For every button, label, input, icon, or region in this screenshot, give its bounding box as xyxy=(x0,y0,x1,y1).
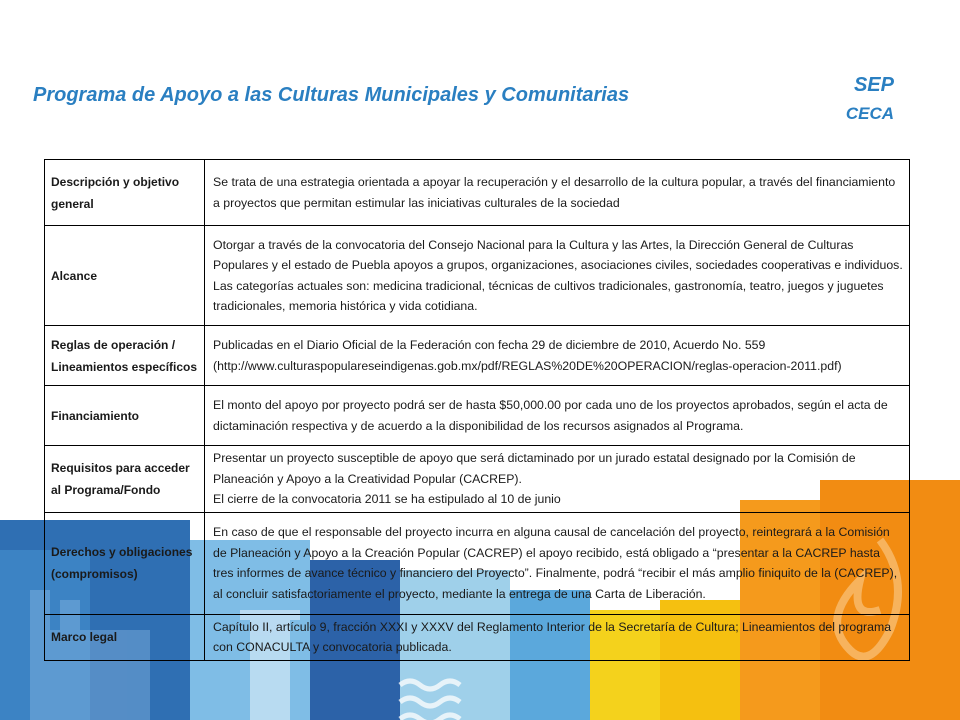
row-value: En caso de que el responsable del proyecto incurra en alguna causal de cancelación del proyecto, reintegrará a la Comisión de Planeación y Apoyo a la Creación Popular (CACREP) el apoyo recibido, está obligado a “presentar a la CACREP hasta tres informes de avance técnico y financiero del Proyecto”. Finalmente, podrá “recibir el más amplio finiquito de la (CACREP), al concluir satisfactoriamente el proyecto, mediante la entrega de una Carta de Liberación. xyxy=(205,512,910,614)
row-value: Se trata de una estrategia orientada a apoyar la recuperación y el desarrollo de la cultura popular, a través del financiamiento a proyectos que permitan estimular las iniciativas culturales de la sociedad xyxy=(205,160,910,226)
row-label: Derechos y obligaciones (compromisos) xyxy=(45,512,205,614)
table-row xyxy=(45,326,910,386)
row-value: Otorgar a través de la convocatoria del Consejo Nacional para la Cultura y las Artes, la Dirección General de Culturas Populares y el estado de Puebla apoyos a grupos, organizaciones, asociaciones civiles, sociedades cooperativas e individuos. Las categorías actuales son: medicina tradicional, técnicas de cultivos tradicionales, gastronomía, teatro, juegos y juguetes tradicionales, memoria histórica y vida cotidiana. xyxy=(205,226,910,326)
row-label: Financiamiento xyxy=(45,386,205,446)
table-row xyxy=(45,512,910,614)
table-row xyxy=(45,386,910,446)
program-info-table xyxy=(44,159,910,661)
org-sep: SEP xyxy=(853,74,894,96)
row-label: Requisitos para acceder al Programa/Fondo xyxy=(45,446,205,513)
table-row xyxy=(45,614,910,660)
row-label: Reglas de operación / Lineamientos específicos xyxy=(45,326,205,386)
table-row xyxy=(45,226,910,326)
row-value: Publicadas en el Diario Oficial de la Federación con fecha 29 de diciembre de 2010, Acuerdo No. 559 (http://www.culturaspopulareseindigenas.gob.mx/pdf/REGLAS%20DE%20OPERACION/reglas-operacion-2011.pdf) xyxy=(205,326,910,386)
row-label: Alcance xyxy=(45,226,205,326)
table-row xyxy=(45,160,910,226)
row-value: Capítulo II, artículo 9, fracción XXXI y XXXV del Reglamento Interior de la Secretaría de Cultura; Lineamientos del programa con CONACULTA y convocatoria publicada. xyxy=(205,614,910,660)
table-row xyxy=(45,446,910,513)
row-value: El monto del apoyo por proyecto podrá ser de hasta $50,000.00 por cada uno de los proyectos aprobados, según el acta de dictaminación respectiva y de acuerdo a la disponibilidad de los recursos asignados al Programa. xyxy=(205,386,910,446)
row-value xyxy=(205,446,910,513)
row-value-line: Presentar un proyecto susceptible de apoyo que será dictaminado por un jurado estatal designado por la Comisión de Planeación y Apoyo a la Creatividad Popular (CACREP). xyxy=(213,451,856,486)
org-ceca: CECA xyxy=(845,104,894,123)
row-label: Descripción y objetivo general xyxy=(45,160,205,226)
row-label: Marco legal xyxy=(45,614,205,660)
page-title: Programa de Apoyo a las Culturas Municipales y Comunitarias xyxy=(33,84,630,106)
row-value-line: El cierre de la convocatoria 2011 se ha estipulado al 10 de junio xyxy=(213,492,561,506)
